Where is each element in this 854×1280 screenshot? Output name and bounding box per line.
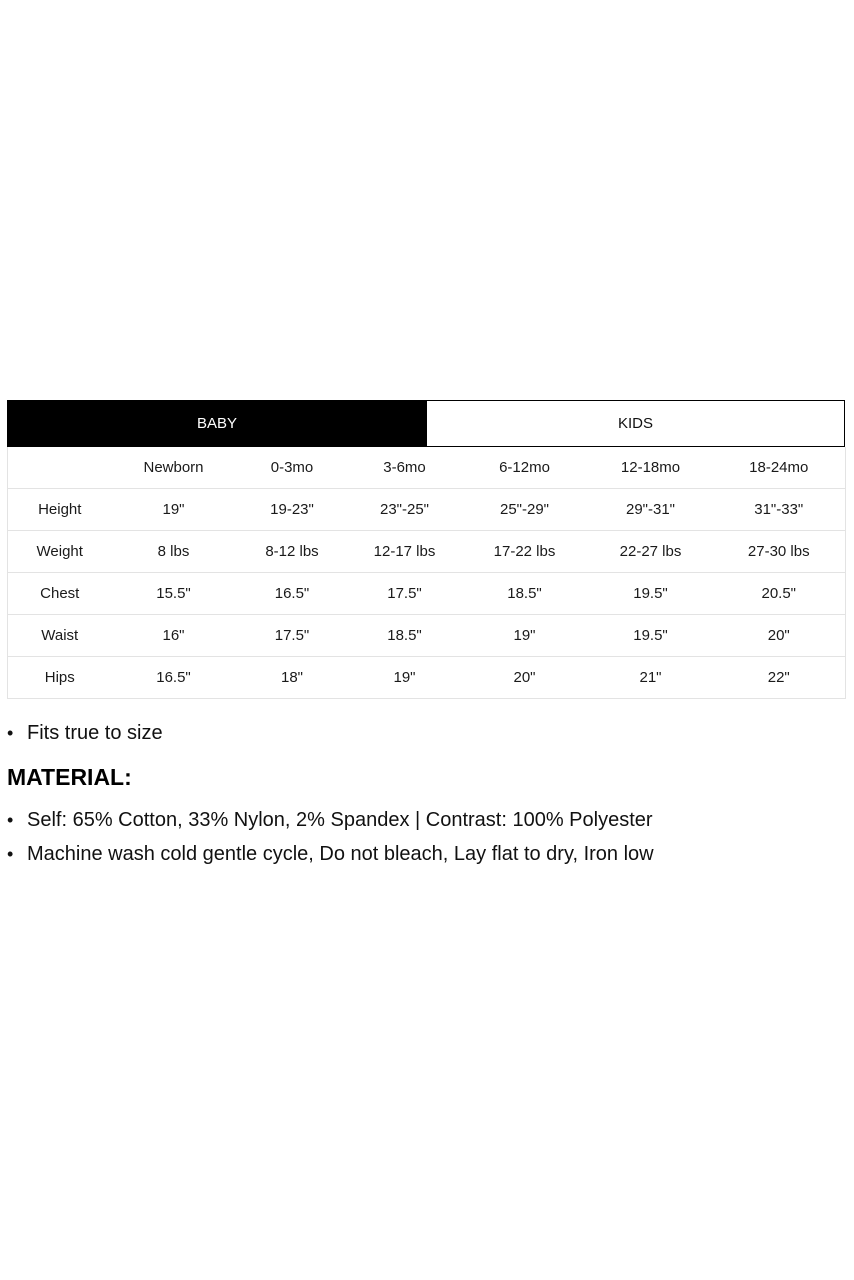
table-cell: 18": [280, 669, 303, 686]
table-cell: 19": [112, 489, 236, 531]
table-cell: 19.5": [589, 615, 713, 657]
table-cell: 16": [112, 615, 236, 657]
table-cell: 8-12 lbs: [236, 531, 349, 573]
table-cell: 16.5": [156, 669, 191, 686]
column-header: 0-3mo: [236, 447, 349, 489]
table-cell: 17-22 lbs: [461, 531, 589, 573]
table-cell: 22-27 lbs: [589, 531, 713, 573]
column-header: [8, 447, 112, 489]
list-item: [7, 716, 847, 750]
table-cell: 27-30 lbs: [713, 531, 846, 573]
table-cell: 19.5": [589, 573, 713, 615]
column-header: 6-12mo: [461, 447, 589, 489]
care-text: Machine wash cold gentle cycle, Do not bleach, Lay flat to dry, Iron low: [27, 843, 654, 865]
tab-baby[interactable]: BABY: [7, 400, 427, 447]
row-label: Waist: [8, 615, 112, 657]
size-table: [7, 447, 846, 699]
table-cell: 31"-33": [713, 489, 846, 531]
table-cell: 17.5": [236, 615, 349, 657]
list-item: [7, 837, 847, 871]
tab-kids[interactable]: KIDS: [427, 400, 845, 447]
table-row: [8, 615, 846, 657]
table-cell: 19-23": [236, 489, 349, 531]
column-header: 18-24mo: [713, 447, 846, 489]
product-notes: [7, 716, 847, 871]
row-label: Weight: [8, 531, 112, 573]
table-cell: 8 lbs: [112, 531, 236, 573]
table-cell: 18.5": [461, 573, 589, 615]
row-label: Height: [8, 489, 112, 531]
fit-notes-list: [7, 716, 847, 750]
table-cell: 21": [639, 669, 662, 686]
table-cell: 22": [767, 669, 790, 686]
table-cell: 20": [513, 669, 536, 686]
material-heading: MATERIAL:: [7, 764, 132, 790]
column-header: 12-18mo: [589, 447, 713, 489]
table-row: [8, 489, 846, 531]
table-header-row: [8, 447, 846, 489]
table-cell: 15.5": [112, 573, 236, 615]
table-cell: 19": [393, 669, 416, 686]
table-cell: 20.5": [713, 573, 846, 615]
table-cell: 16.5": [236, 573, 349, 615]
table-cell: 17.5": [349, 573, 461, 615]
size-chart: [7, 400, 845, 699]
table-cell: 25"-29": [461, 489, 589, 531]
row-label: Chest: [8, 573, 112, 615]
table-cell: 19": [461, 615, 589, 657]
bullet-icon: •: [7, 723, 14, 743]
table-cell: 12-17 lbs: [349, 531, 461, 573]
bullet-icon: •: [7, 844, 14, 864]
table-cell: 18.5": [349, 615, 461, 657]
row-label: Hips: [44, 669, 75, 686]
list-item: [7, 803, 847, 837]
size-chart-tabs: [7, 400, 845, 447]
table-cell: 29"-31": [589, 489, 713, 531]
table-row: [8, 531, 846, 573]
fit-note-text: Fits true to size: [27, 722, 163, 744]
column-header: Newborn: [112, 447, 236, 489]
table-row: [8, 657, 846, 699]
material-text: Self: 65% Cotton, 33% Nylon, 2% Spandex | Contrast: 100% Polyester: [27, 809, 653, 831]
table-cell: 23"-25": [349, 489, 461, 531]
material-list: [7, 803, 847, 871]
bullet-icon: •: [7, 810, 14, 830]
column-header: 3-6mo: [349, 447, 461, 489]
table-row: [8, 573, 846, 615]
table-cell: 20": [713, 615, 846, 657]
